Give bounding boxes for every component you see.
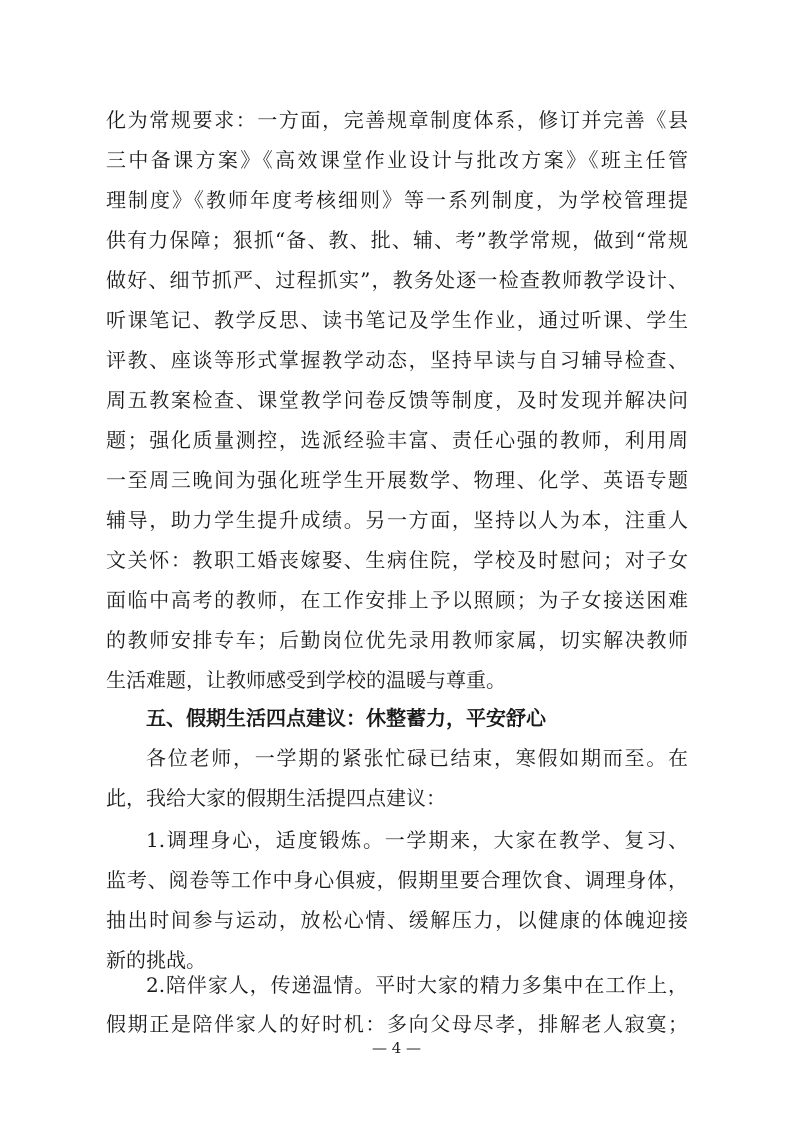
paragraph-line: 理制度》《教师年度考核细则》等一系列制度，为学校管理提 <box>106 188 688 212</box>
paragraph-line: 的教师安排专车；后勤岗位优先录用教师家属，切实解决教师 <box>106 628 688 652</box>
paragraph-line: 文关怀：教职工婚丧嫁娶、生病住院，学校及时慰问；对子女 <box>106 548 688 572</box>
list-item-line: 新的挑战。 <box>106 948 206 972</box>
list-item-line: 监考、阅卷等工作中身心俱疲，假期里要合理饮食、调理身体， <box>106 868 688 892</box>
list-item-line: 假期正是陪伴家人的好时机：多向父母尽孝，排解老人寂寞； <box>106 1012 688 1036</box>
paragraph-line: 三中备课方案》《高效课堂作业设计与批改方案》《班主任管 <box>106 148 688 172</box>
paragraph-line: 做好、细节抓严、过程抓实”，教务处逐一检查教师教学设计、 <box>106 268 688 292</box>
list-item-line: 抽出时间参与运动，放松心情、缓解压力，以健康的体魄迎接 <box>106 908 688 932</box>
paragraph-line: 评教、座谈等形式掌握教学动态，坚持早读与自习辅导检查、 <box>106 348 688 372</box>
paragraph-line: 周五教案检查、课堂教学问卷反馈等制度，及时发现并解决问 <box>106 388 688 412</box>
section-heading: 五、假期生活四点建议：休整蓄力，平安舒心 <box>146 706 546 730</box>
list-item-line: 1.调理身心，适度锻炼。一学期来，大家在教学、复习、 <box>146 828 688 852</box>
paragraph-line: 辅导，助力学生提升成绩。另一方面，坚持以人为本，注重人 <box>106 508 688 532</box>
list-item-line: 2.陪伴家人，传递温情。平时大家的精力多集中在工作上， <box>146 973 688 997</box>
paragraph-line: 题；强化质量测控，选派经验丰富、责任心强的教师，利用周 <box>106 428 688 452</box>
paragraph-line: 听课笔记、教学反思、读书笔记及学生作业，通过听课、学生 <box>106 308 688 332</box>
paragraph-line: 一至周三晚间为强化班学生开展数学、物理、化学、英语专题 <box>106 468 688 492</box>
page-number: — 4 — <box>371 1039 422 1057</box>
paragraph-line: 供有力保障；狠抓“备、教、批、辅、考”教学常规，做到“常规 <box>106 228 688 252</box>
paragraph-line: 生活难题，让教师感受到学校的温暖与尊重。 <box>106 668 506 692</box>
paragraph-line: 各位老师，一学期的紧张忙碌已结束，寒假如期而至。在 <box>146 746 688 770</box>
paragraph-line: 此，我给大家的假期生活提四点建议： <box>106 786 446 810</box>
paragraph-line: 面临中高考的教师，在工作安排上予以照顾；为子女接送困难 <box>106 588 688 612</box>
paragraph-line: 化为常规要求：一方面，完善规章制度体系，修订并完善《县 <box>106 108 688 132</box>
